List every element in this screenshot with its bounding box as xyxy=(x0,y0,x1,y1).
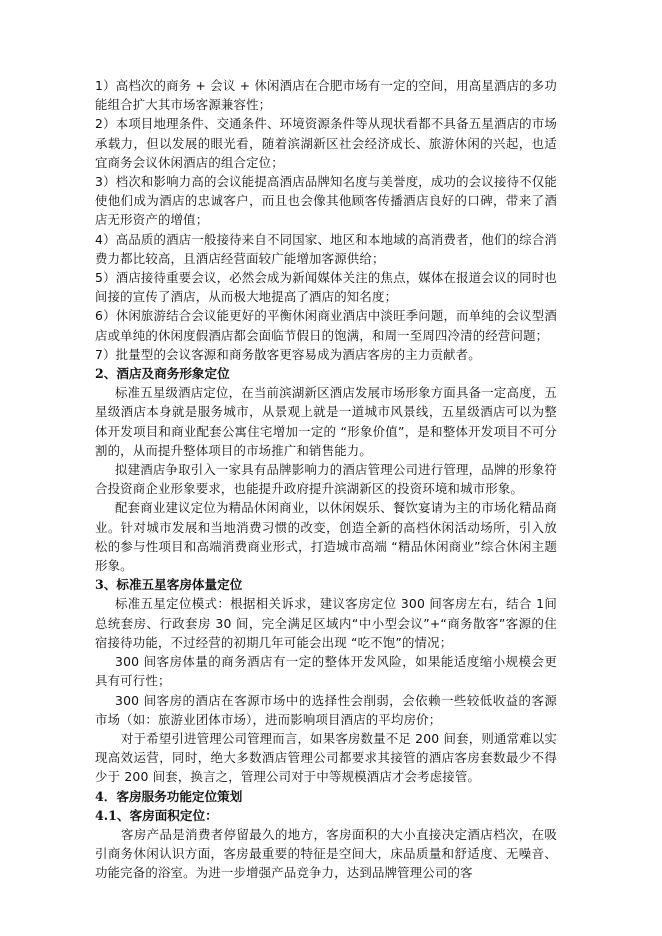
section-3-paragraph-1: 标准五星定位模式：根据相关诉求，建议客房定位 300 间客房左右，结合 1间总统套房、行政套房 30 间，完全满足区域内“中小型会议”+“商务散客”客源的住宿接待功能，不过经营的初期几年可能会出现 “吃不饱”的情况； xyxy=(95,596,557,650)
list-item-5: 5）酒店接待重要会议，必然会成为新闻媒体关注的焦点，媒体在报道会议的同时也间接的宣传了酒店，从而极大地提高了酒店的知名度； xyxy=(95,270,557,305)
section-2-paragraph-2: 拟建酒店争取引入一家具有品牌影响力的酒店管理公司进行管理，品牌的形象符合投资商企业形象要求，也能提升政府提升滨湖新区的投资环境和城市形象。 xyxy=(95,462,557,497)
section-3-paragraph-3: 300 间客房的酒店在客源市场中的选择性会削弱，会依赖一些较低收益的客源市场（如：旅游业团体市场），进而影响项目酒店的平均房价； xyxy=(95,692,557,727)
section-4-heading: 4．客房服务功能定位策划 xyxy=(95,788,243,804)
section-2-paragraph-1: 标准五星级酒店定位，在当前滨湖新区酒店发展市场形象方面具备一定高度，五星级酒店本身就是服务城市，从景观上就是一道城市风景线，五星级酒店可以为整体开发项目和商业配套公寓住宅增加一定的 “形象价值”，是和整体开发项目不可分割的，从而提升整体项目的市场推广和销售能力。 xyxy=(95,385,557,458)
section-3-paragraph-4: 对于希望引进管理公司管理而言，如果客房数量不足 200 间套，则通常难以实现高效运营，同时，绝大多数酒店管理公司都要求其接管的酒店客房套数最少不得少于 200 间套，换言之，管理公司对于中等规模酒店才会考虑接管。 xyxy=(95,730,557,785)
section-3-heading: 3、标准五星客房体量定位 xyxy=(95,577,243,593)
list-item-7: 7）批量型的会议客源和商务散客更容易成为酒店客房的主力贡献者。 xyxy=(95,346,481,362)
section-2-paragraph-3: 配套商业建议定位为精品休闲商业，以休闲娱乐、餐饮宴请为主的市场化精品商业。针对城市发展和当地消费习惯的改变，创造全新的高档休闲活动场所，引入放松的参与性项目和高端消费商业形式，打造城市高端 “精品休闲商业”综合休闲主题形象。 xyxy=(95,500,557,574)
list-item-2: 2）本项目地理条件、交通条件、环境资源条件等从现状看都不具备五星酒店的市场承载力，但以发展的眼光看，随着滨湖新区社会经济成长、旅游休闲的兴起，也适宜商务会议休闲酒店的组合定位； xyxy=(95,116,557,170)
list-item-3: 3）档次和影响力高的会议能提高酒店品牌知名度与美誉度，成功的会议接待不仅能使他们成为酒店的忠诚客户，而且也会像其他顾客传播酒店良好的口碑，带来了酒店无形资产的增值； xyxy=(95,174,557,228)
list-item-6: 6）休闲旅游结合会议能更好的平衡休闲商业酒店中淡旺季问题，而单纯的会议型酒店或单纯的休闲度假酒店都会面临节假日的饱满，和周一至周四冷清的经营问题； xyxy=(95,308,557,343)
document-page xyxy=(95,76,557,883)
section-4-1-heading: 4.1、客房面积定位： xyxy=(95,807,218,823)
section-4-1-paragraph-1: 客房产品是消费者停留最久的地方，客房面积的大小直接决定酒店档次，在吸引商务休闲认识方面，客房最重要的特征是空间大，床品质量和舒适度、无噪音、功能完备的浴室。为进一步增强产品竞争力，达到品牌管理公司的客 xyxy=(95,826,557,881)
section-3-paragraph-2: 300 间客房体量的商务酒店有一定的整体开发风险，如果能适度缩小规模会更具有可行性； xyxy=(95,654,557,689)
section-2-heading: 2、酒店及商务形象定位 xyxy=(95,366,230,382)
list-item-1: 1）高档次的商务 + 会议 + 休闲酒店在合肥市场有一定的空间，用高星酒店的多功能组合扩大其市场客源兼容性； xyxy=(95,78,557,113)
list-item-4: 4）高品质的酒店一般接待来自不同国家、地区和本地域的高消费者，他们的综合消费力都比较高，且酒店经营面较广能增加客源供给； xyxy=(95,231,557,266)
